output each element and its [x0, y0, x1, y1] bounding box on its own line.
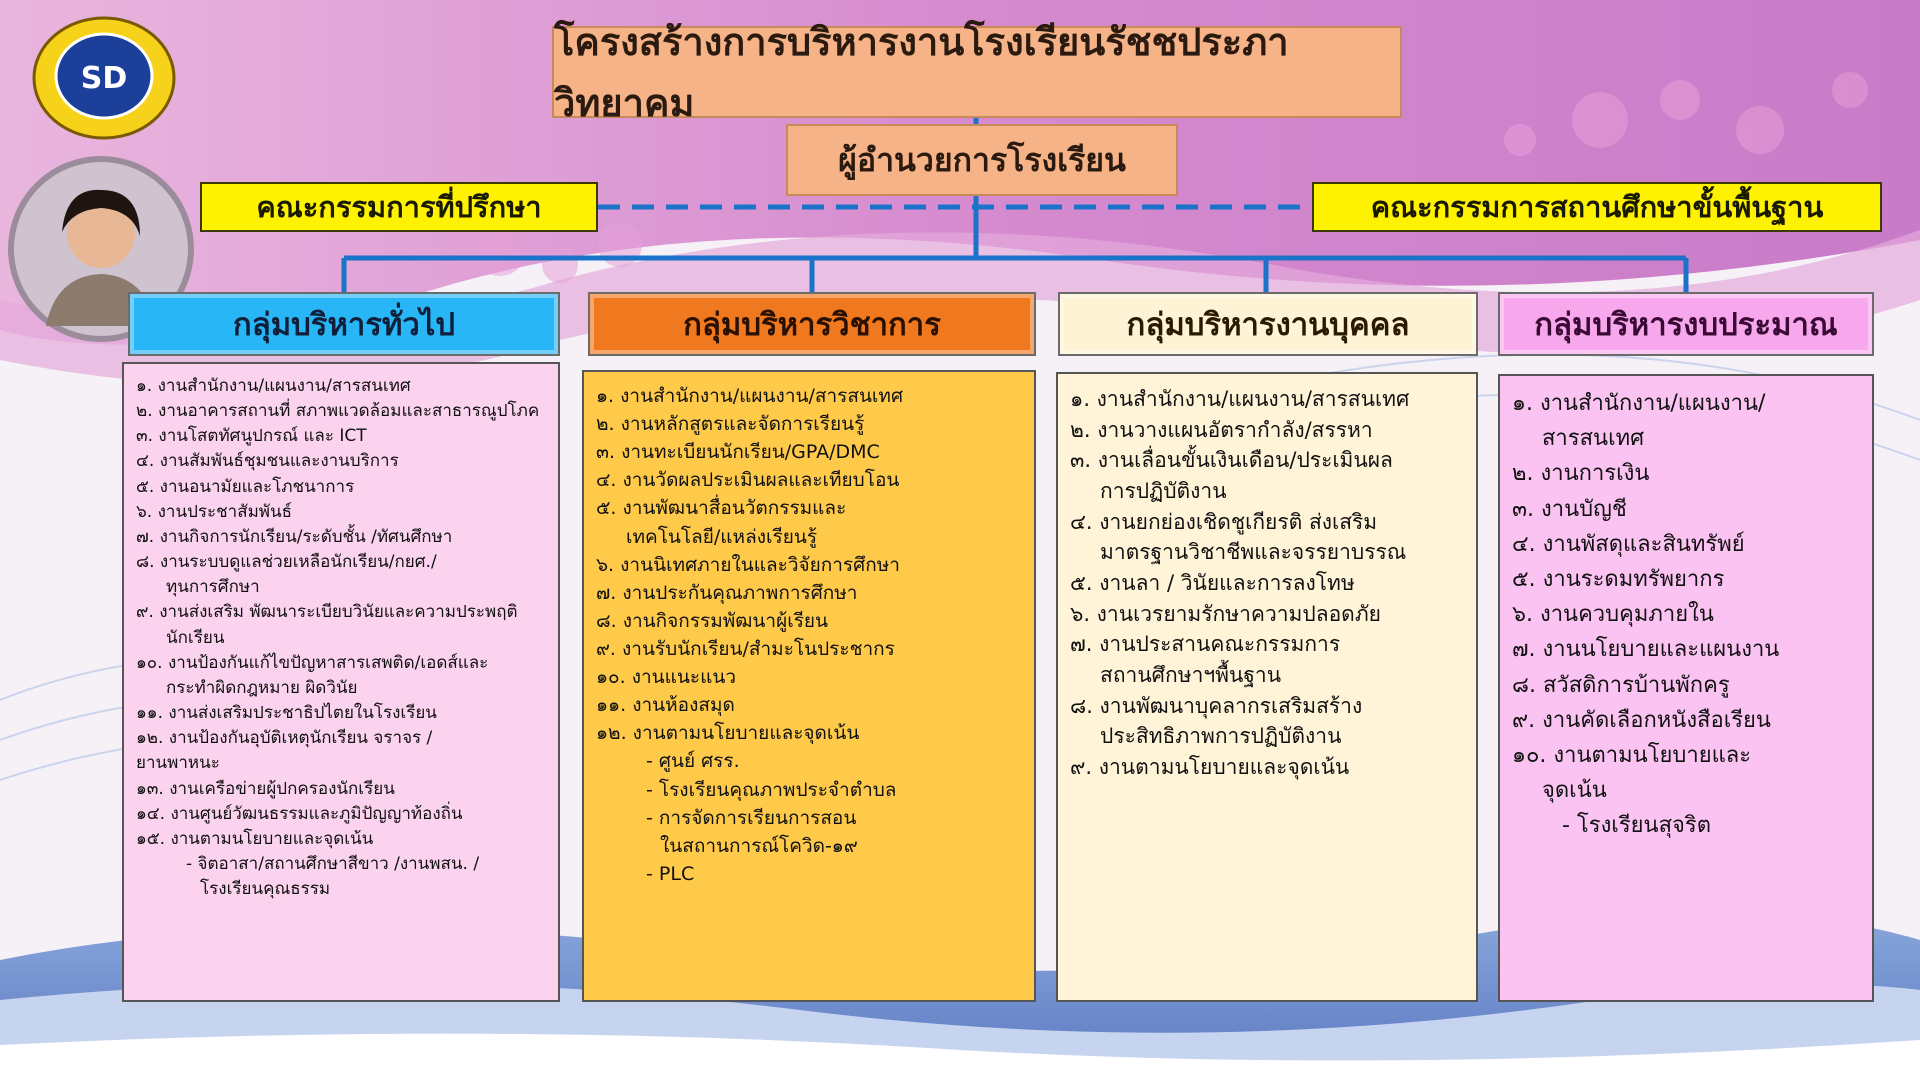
list-item: ๘. งานกิจกรรมพัฒนาผู้เรียน: [596, 609, 829, 632]
sub-item: - โรงเรียนคุณภาพประจำตำบล: [646, 778, 897, 801]
list-item: ๓. งานบัญชี: [1512, 496, 1627, 522]
list-item: ๒. งานวางแผนอัตรากำลัง/สรรหา: [1070, 417, 1373, 442]
list-item: ๓. งานทะเบียนนักเรียน/GPA/DMC: [596, 441, 880, 464]
list-item: ๑๑. งานห้องสมุด: [596, 694, 735, 717]
list-item: ๑๐. งานป้องกันแก้ไขปัญหาสารเสพติด/เอดส์และ: [136, 652, 489, 673]
group-header-academic: กลุ่มบริหารวิชาการ: [588, 292, 1036, 356]
list-item: ๙. งานตามนโยบายและจุดเน้น: [1070, 754, 1350, 779]
list-item: ๑. งานสำนักงาน/แผนงาน/: [1512, 391, 1766, 416]
list-item: ๗. งานประสานคณะกรรมการ: [1070, 632, 1341, 657]
basic-education-committee-box: คณะกรรมการสถานศึกษาขั้นพื้นฐาน: [1312, 182, 1882, 232]
list-item: ๔. งานยกย่องเชิดชูเกียรติ ส่งเสริม: [1070, 509, 1378, 534]
group-header-general: กลุ่มบริหารทั่วไป: [128, 292, 560, 356]
list-item: ๖. งานควบคุมภายใน: [1512, 602, 1714, 628]
list-item: ๔. งานวัดผลประเมินผลและเทียบโอน: [596, 469, 900, 492]
list-item-continuation: สารสนเทศ: [1542, 426, 1645, 452]
sub-item: - จิตอาสา/สถานศึกษาสีขาว /งานพสน. /: [186, 853, 480, 874]
chart-title: โครงสร้างการบริหารงานโรงเรียนรัชชประภาวิทยาคม: [552, 26, 1402, 118]
group-header-budget: กลุ่มบริหารงบประมาณ: [1498, 292, 1874, 356]
sub-item: - การจัดการเรียนการสอน: [646, 806, 857, 829]
group-header-personnel: กลุ่มบริหารงานบุคคล: [1058, 292, 1478, 356]
list-item: ๘. สวัสดิการบ้านพักครู: [1512, 672, 1730, 698]
list-item-continuation: จุดเน้น: [1542, 778, 1607, 804]
list-item: ๕. งานพัฒนาสื่อนวัตกรรมและ: [596, 497, 847, 520]
list-item: ๑๕. งานตามนโยบายและจุดเน้น: [136, 828, 374, 849]
list-item: ๑๒. งานตามนโยบายและจุดเน้น: [596, 722, 860, 745]
list-item: ๕. งานอนามัยและโภชนาการ: [136, 476, 355, 497]
sub-item: - PLC: [646, 862, 695, 885]
list-item-continuation: การปฏิบัติงาน: [1100, 478, 1227, 503]
list-item: ยานพาหนะ: [136, 753, 220, 774]
list-item: ๖. งานนิเทศภายในและวิจัยการศึกษา: [596, 553, 900, 576]
list-item: ๘. งานระบบดูแลช่วยเหลือนักเรียน/กยศ./: [136, 552, 437, 573]
sub-item: - ศูนย์ ศรร.: [646, 750, 740, 773]
list-item: ๙. งานส่งเสริม พัฒนาระเบียบวินัยและความประพฤติ: [136, 602, 518, 623]
list-item: ๒. งานการเงิน: [1512, 461, 1650, 487]
list-item: ๖. งานประชาสัมพันธ์: [136, 501, 292, 522]
group-list-budget: [1498, 374, 1874, 1002]
advisory-committee-box: คณะกรรมการที่ปรึกษา: [200, 182, 598, 232]
group-list-general: [122, 362, 560, 1002]
list-item-continuation: กระทำผิดกฎหมาย ผิดวินัย: [166, 677, 358, 698]
list-item: ๙. งานคัดเลือกหนังสือเรียน: [1512, 707, 1771, 733]
list-item-continuation: สถานศึกษาฯพื้นฐาน: [1100, 662, 1282, 687]
list-item-continuation: นักเรียน: [166, 627, 225, 648]
list-item: ๗. งานประกันคุณภาพการศึกษา: [596, 581, 858, 604]
list-item: ๕. งานระดมทรัพยากร: [1512, 566, 1725, 592]
list-item: ๘. งานพัฒนาบุคลากรเสริมสร้าง: [1070, 693, 1363, 718]
school-logo: [28, 14, 180, 142]
list-item: ๗. งานกิจการนักเรียน/ระดับชั้น /ทัศนศึกษา: [136, 526, 453, 547]
list-item-continuation: ทุนการศึกษา: [166, 577, 260, 598]
list-item-continuation: มาตรฐานวิชาชีพและจรรยาบรรณ: [1100, 540, 1407, 565]
list-item: ๑. งานสำนักงาน/แผนงาน/สารสนเทศ: [596, 385, 904, 407]
list-item-continuation: ประสิทธิภาพการปฏิบัติงาน: [1100, 724, 1342, 749]
list-item: ๕. งานลา / วินัยและการลงโทษ: [1070, 570, 1355, 595]
list-item: ๙. งานรับนักเรียน/สำมะโนประชากร: [596, 637, 895, 660]
list-item: ๔. งานพัสดุและสินทรัพย์: [1512, 531, 1745, 557]
list-item: ๖. งานเวรยามรักษาความปลอดภัย: [1070, 601, 1381, 626]
logo-text: SD: [80, 61, 128, 96]
list-item: ๓. งานเลื่อนขั้นเงินเดือน/ประเมินผล: [1070, 448, 1393, 473]
list-item: ๑๐. งานตามนโยบายและ: [1512, 742, 1752, 768]
list-item: ๑๓. งานเครือข่ายผู้ปกครองนักเรียน: [136, 778, 395, 799]
list-item: ๑. งานสำนักงาน/แผนงาน/สารสนเทศ: [1070, 387, 1410, 411]
sub-item: โรงเรียนคุณธรรม: [200, 879, 331, 900]
sub-item: ในสถานการณ์โควิด-๑๙: [660, 834, 858, 857]
director-box: ผู้อำนวยการโรงเรียน: [786, 124, 1178, 196]
list-item-continuation: เทคโนโลยี/แหล่งเรียนรู้: [626, 525, 818, 548]
list-item: ๒. งานหลักสูตรและจัดการเรียนรู้: [596, 413, 865, 436]
list-item: ๑. งานสำนักงาน/แผนงาน/สารสนเทศ: [136, 376, 411, 396]
list-item: ๑๐. งานแนะแนว: [596, 666, 737, 689]
list-item: ๓. งานโสตทัศนูปกรณ์ และ ICT: [136, 426, 367, 447]
list-item: ๑๒. งานป้องกันอุบัติเหตุนักเรียน จราจร /: [136, 728, 433, 749]
list-item: ๗. งานนโยบายและแผนงาน: [1512, 637, 1780, 663]
group-list-personnel: [1056, 372, 1478, 1002]
sub-item: - โรงเรียนสุจริต: [1562, 813, 1711, 839]
list-item: ๔. งานสัมพันธ์ชุมชนและงานบริการ: [136, 451, 399, 472]
group-list-academic: [582, 370, 1036, 1002]
list-item: ๑๑. งานส่งเสริมประชาธิปไตยในโรงเรียน: [136, 703, 437, 724]
list-item: ๑๔. งานศูนย์วัฒนธรรมและภูมิปัญญาท้องถิ่น: [136, 803, 463, 824]
list-item: ๒. งานอาคารสถานที่ สภาพแวดล้อมและสาธารณูปโภค: [136, 401, 540, 422]
